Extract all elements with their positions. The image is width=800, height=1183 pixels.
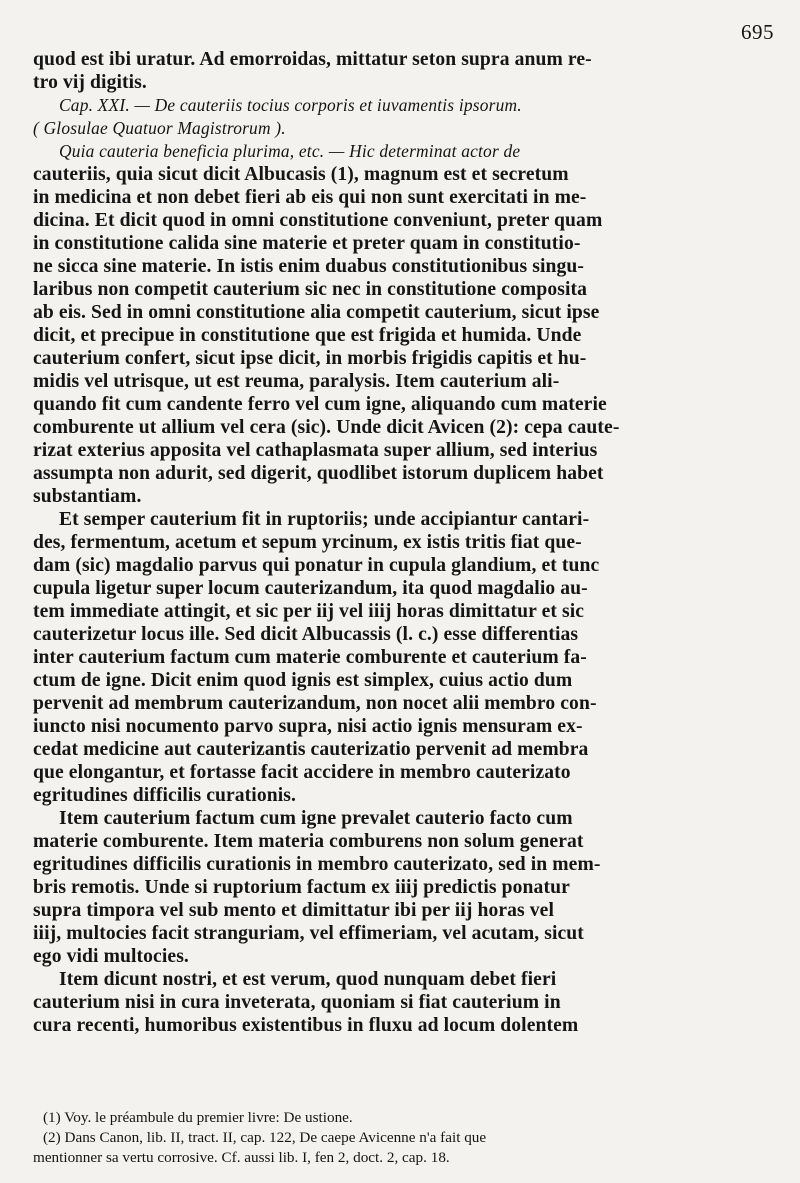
text-line: egritudines difficilis curationis. xyxy=(33,785,297,806)
text-line: tro vij digitis. xyxy=(33,72,147,93)
text-line: dicit, et precipue in constitutione que est frigida et humida. Unde xyxy=(33,325,582,346)
text-line: ego vidi multocies. xyxy=(33,946,189,967)
text-line: quando fit cum candente ferro vel cum igne, aliquando cum materie xyxy=(33,394,607,415)
text-line: ne sicca sine materie. In istis enim duabus constitutionibus singu- xyxy=(33,256,585,277)
text-line: Et semper cauterium fit in ruptoriis; unde accipiantur cantari- xyxy=(59,509,590,530)
footnote-1: (1) Voy. le préambule du premier livre: De ustione. xyxy=(43,1109,353,1126)
text-line: iuncto nisi nocumento parvo supra, nisi actio ignis mensuram ex- xyxy=(33,716,583,737)
text-line: egritudines difficilis curationis in membro cauterizato, sed in mem- xyxy=(33,854,601,875)
text-line: que elongantur, et fortasse facit accidere in membro cauterizato xyxy=(33,762,571,783)
text-line: ctum de igne. Dicit enim quod ignis est simplex, cuius actio dum xyxy=(33,670,573,691)
text-line: assumpta non adurit, sed digerit, quodlibet istorum duplicem habet xyxy=(33,463,604,484)
text-line: materie comburente. Item materia comburens non solum generat xyxy=(33,831,584,852)
text-line: rizat exterius apposita vel cathaplasmata super allium, sed interius xyxy=(33,440,598,461)
text-line: Item cauterium factum cum igne prevalet cauterio facto cum xyxy=(59,808,573,829)
footnote-divider xyxy=(39,1093,259,1094)
text-line: bris remotis. Unde si ruptorium factum ex iiij predictis ponatur xyxy=(33,877,570,898)
text-line: substantiam. xyxy=(33,486,142,507)
text-line: quod est ibi uratur. Ad emorroidas, mittatur seton supra anum re- xyxy=(33,49,592,70)
footnote-2: (2) Dans Canon, lib. II, tract. II, cap. 122, De caepe Avicenne n'a fait que xyxy=(43,1129,487,1146)
text-line: iiij, multocies facit stranguriam, vel effimeriam, vel acutam, sicut xyxy=(33,923,584,944)
text-line: comburente ut allium vel cera (sic). Unde dicit Avicen (2): cepa caute- xyxy=(33,417,620,438)
gloss-subtitle: ( Glosulae Quatuor Magistrorum ). xyxy=(33,118,286,138)
lemma-line: Quia cauteria beneficia plurima, etc. — Hic determinat actor de xyxy=(59,141,521,161)
text-line: Item dicunt nostri, et est verum, quod nunquam debet fieri xyxy=(59,969,557,990)
text-line: cupula ligetur super locum cauterizandum, ita quod magdalio au- xyxy=(33,578,588,599)
text-line: supra timpora vel sub mento et dimittatur ibi per iij horas vel xyxy=(33,900,554,921)
text-line: laribus non competit cauterium sic nec in constitutione composita xyxy=(33,279,588,300)
text-line: ab eis. Sed in omni constitutione alia competit cauterium, sicut ipse xyxy=(33,302,600,323)
text-line: inter cauterium factum cum materie comburente et cauterium fa- xyxy=(33,647,587,668)
text-line: cauterizetur locus ille. Sed dicit Albucassis (l. c.) esse differentias xyxy=(33,624,579,645)
text-line: cauterium nisi in cura inveterata, quoniam si fiat cauterium in xyxy=(33,992,561,1013)
text-line: cedat medicine aut cauterizantis cauterizatio pervenit ad membra xyxy=(33,739,589,760)
text-line: midis vel utrisque, ut est reuma, paralysis. Item cauterium ali- xyxy=(33,371,560,392)
chapter-heading: Cap. XXI. — De cauteriis tocius corporis et iuvamentis ipsorum. xyxy=(59,95,522,115)
page-number: 695 xyxy=(741,20,774,44)
text-line: cura recenti, humoribus existentibus in fluxu ad locum dolentem xyxy=(33,1015,579,1036)
text-line: dam (sic) magdalio parvus qui ponatur in cupula glandium, et tunc xyxy=(33,555,600,576)
footnote-2-continued: mentionner sa vertu corrosive. Cf. aussi lib. I, fen 2, doct. 2, cap. 18. xyxy=(33,1149,450,1166)
body-text xyxy=(33,14,762,1037)
text-line: cauteriis, quia sicut dicit Albucasis (1), magnum est et secretum xyxy=(33,164,569,185)
text-line: pervenit ad membrum cauterizandum, non nocet alii membro con- xyxy=(33,693,597,714)
text-line: dicina. Et dicit quod in omni constitutione conveniunt, preter quam xyxy=(33,210,603,231)
text-line: des, fermentum, acetum et sepum yrcinum, ex istis tritis fiat que- xyxy=(33,532,582,553)
footnotes xyxy=(33,1108,762,1168)
text-line: in medicina et non debet fieri ab eis qui non sunt exercitati in me- xyxy=(33,187,587,208)
text-line: cauterium confert, sicut ipse dicit, in morbis frigidis capitis et hu- xyxy=(33,348,587,369)
text-line: tem immediate attingit, et sic per iij vel iiij horas dimittatur et sic xyxy=(33,601,585,622)
text-line: in constitutione calida sine materie et preter quam in constitutio- xyxy=(33,233,581,254)
